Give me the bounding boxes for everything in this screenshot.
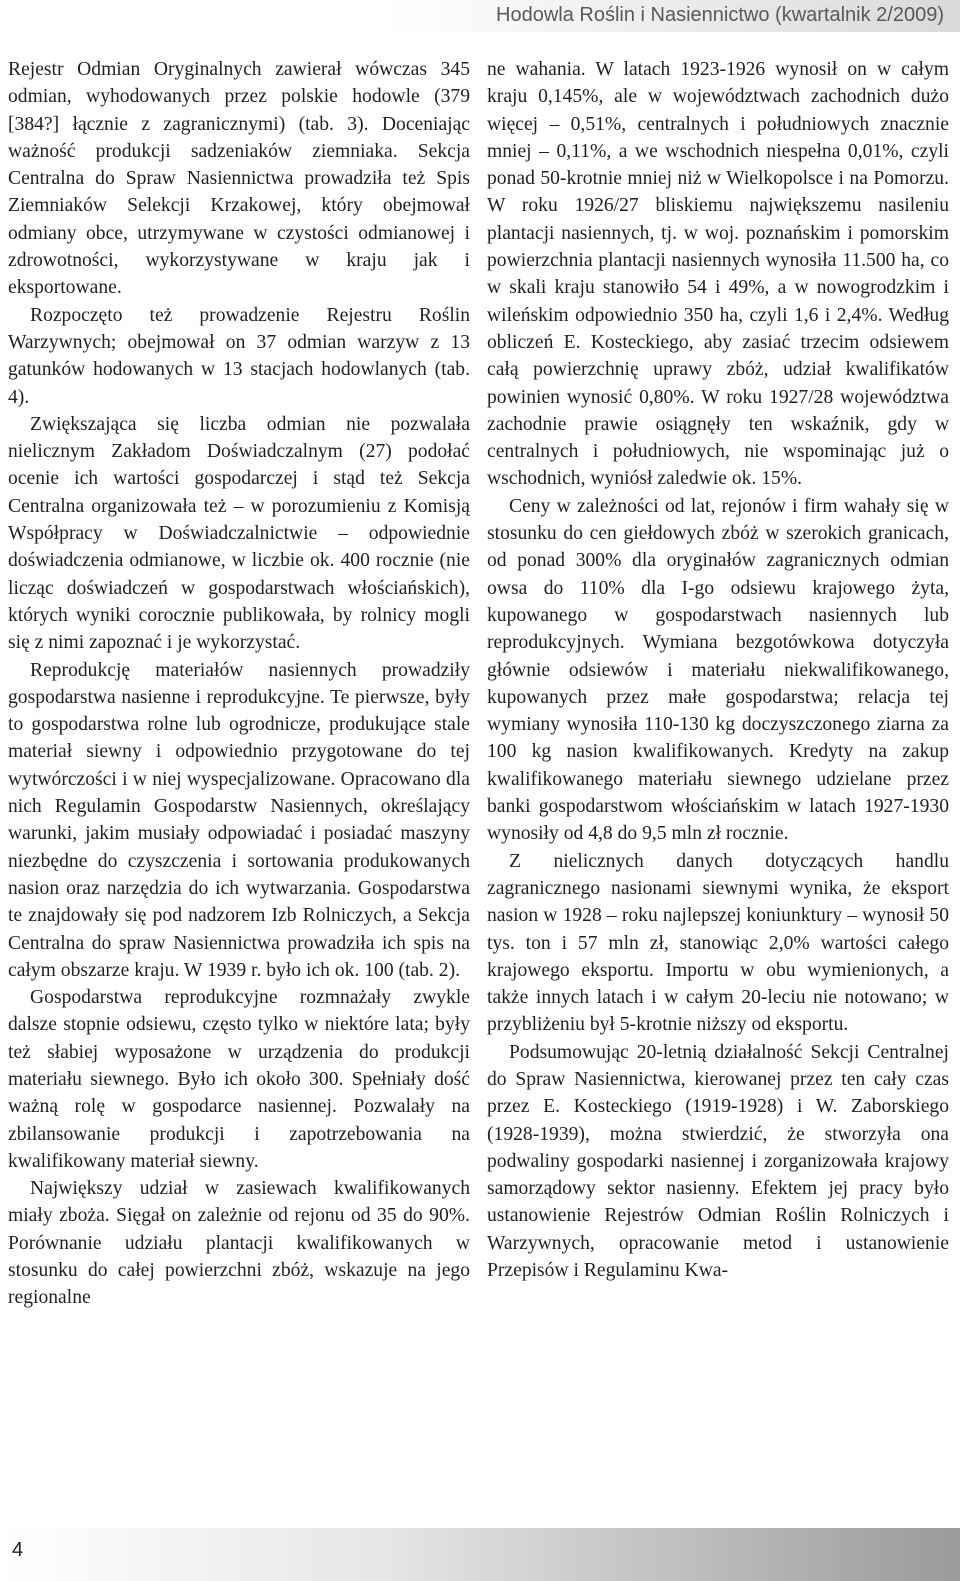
paragraph: ne wahania. W latach 1923-1926 wynosił on w całym kraju 0,145%, ale w województwach zachodnich dużo więcej – 0,51%, centralnych i południowych znacznie mniej – 0,11%, a we wschodnich niespełna 0,01%, czyli ponad 50-krotnie mniej niż w Wielkopolsce i na Pomorzu. W roku 1926/27 bliskiemu największemu nasileniu plantacji nasiennych, tj. w woj. poznańskim i pomorskim powierzchnia plantacji nasiennych wynosiła 11.500 ha, co w skali kraju stanowiło 54 i 49%, a w nowogrodzkim i wileńskim odpowiednio 350 ha, czyli 1,6 i 2,4%. Według obliczeń E. Kosteckiego, aby zasiać trzecim odsiewem całą powierzchnię uprawy zbóż, udział kwalifikatów powinien wynosić 0,80%. W roku 1927/28 województwa zachodnie prawie osiągnęły ten wskaźnik, gdy w centralnych i południowych, nie wspominając już o wschodnich, wyniósł zaledwie ok. 15%. — [487, 59, 949, 490]
paragraph: Podsumowując 20-letnią działalność Sekcji Centralnej do Spraw Nasiennictwa, kierowanej przez ten cały czas przez E. Kosteckiego (1919-1928) i W. Zaborskiego (1928-1939), można stwierdzić, że stworzyła ona podwaliny gospodarki nasiennej i zorganizowała krajowy samorządowy sektor nasienny. Efektem jej pracy było ustanowienie Rejestrów Odmian Roślin Rolniczych i Warzywnych, opracowanie metod i ustanowienie Przepisów i Regulaminu Kwa- — [487, 1041, 949, 1282]
paragraph: Gospodarstwa reprodukcyjne rozmnażały zwykle dalsze stopnie odsiewu, często tylko w niektóre lata; były też słabiej wyposażone w urządzenia do produkcji materiału siewnego. Było ich około 300. Spełniały dość ważną rolę w gospodarce nasiennej. Pozwalały na zbilansowanie produkcji i zapotrzebowania na kwalifikowany materiał siewny. — [8, 987, 470, 1172]
paragraph: Reprodukcję materiałów nasiennych prowadziły gospodarstwa nasienne i reprodukcyjne. Te pierwsze, były to gospodarstwa rolne lub ogrodnicze, produkujące stale materiał siewny i odpowiednio przygotowane do tej wytwórczości i w niej wyspecjalizowane. Opracowano dla nich Regulamin Gospodarstw Nasiennych, określający warunki, jakim musiały odpowiadać i posiadać maszyny niezbędne do czyszczenia i sortowania produkowanych nasion oraz narzędzia do ich wytwarzania. Gospodarstwa te znajdowały się pod nadzorem Izb Rolniczych, a Sekcja Centralna do spraw Nasiennictwa prowadziła ich spis na całym obszarze kraju. W 1939 r. było ich ok. 100 (tab. 2). — [8, 659, 470, 981]
journal-title: Hodowla Roślin i Nasiennictwo (kwartalnik 2/2009) — [496, 4, 944, 26]
paragraph: Z nielicznych danych dotyczących handlu zagranicznego nasionami siewnymi wynika, że eksport nasion w 1928 – roku najlepszej koniunktury – wynosił 50 tys. ton i 57 mln zł, stanowiąc 2,0% wartości całego krajowego eksportu. Importu w obu wymienionych, a także innych latach i w całym 20-leciu nie notowano; w przybliżeniu był 5-krotnie niższy od eksportu. — [487, 850, 949, 1036]
page-number: 4 — [12, 1539, 24, 1561]
paragraph: Zwiększająca się liczba odmian nie pozwalała nielicznym Zakładom Doświadczalnym (27) podołać ocenie ich wartości gospodarczej i stąd też Sekcja Centralna organizowała też – w porozumieniu z Komisją Współpracy w Doświadczalnictwie – odpowiednie doświadczenia odmianowe, w liczbie ok. 400 rocznie (nie licząc doświadczeń w gospodarstwach włościańskich), których wyniki corocznie publikowała, by rolnicy mogli się z nimi zapoznać i je wykorzystać. — [8, 413, 470, 654]
paragraph: Ceny w zależności od lat, rejonów i firm wahały się w stosunku do cen giełdowych zbóż w szerokich granicach, od ponad 300% dla oryginałów zagranicznych odmian owsa do 110% dla I-go odsiewu krajowego żyta, kupowanego w gospodarstwach nasiennych lub reprodukcyjnych. Wymiana bezgotówkowa dotyczyła głównie odsiewów i materiału niekwalifikowanego, kupowanych przez małe gospodarstwa; relacja tej wymiany wynosiła 110-130 kg doczyszczonego ziarna za 100 kg nasion kwalifikowanych. Kredyty na zakup kwalifikowanego materiału siewnego udzielane przez banki gospodarstwom włościańskim w latach 1927-1930 wynosiły od 4,8 do 9,5 mln zł rocznie. — [487, 495, 949, 845]
header-bar — [0, 0, 960, 32]
left-column — [8, 56, 470, 1312]
paragraph: Rejestr Odmian Oryginalnych zawierał wówczas 345 odmian, wyhodowanych przez polskie hodowle (379 [384?] łącznie z zagranicznymi) (tab. 3). Doceniając ważność produkcji sadzeniaków ziemniaka. Sekcja Centralna do Spraw Nasiennictwa prowadziła też Spis Ziemniaków Selekcji Krzakowej, który obejmował odmiany obce, utrzymywane w czystości odmianowej i zdrowotności, wykorzystywane w kraju jak i eksportowane. — [8, 59, 470, 299]
footer-bar — [0, 1528, 960, 1581]
paragraph: Największy udział w zasiewach kwalifikowanych miały zboża. Sięgał on zależnie od rejonu od 35 do 90%. Porównanie udziału plantacji kwalifikowanych w stosunku do całej powierzchni zbóż, wskazuje na jego regionalne — [8, 1178, 470, 1309]
right-column — [487, 56, 949, 1284]
paragraph: Rozpoczęto też prowadzenie Rejestru Roślin Warzywnych; obejmował on 37 odmian warzyw z 13 gatunków hodowanych w 13 stacjach hodowlanych (tab. 4). — [8, 304, 470, 408]
